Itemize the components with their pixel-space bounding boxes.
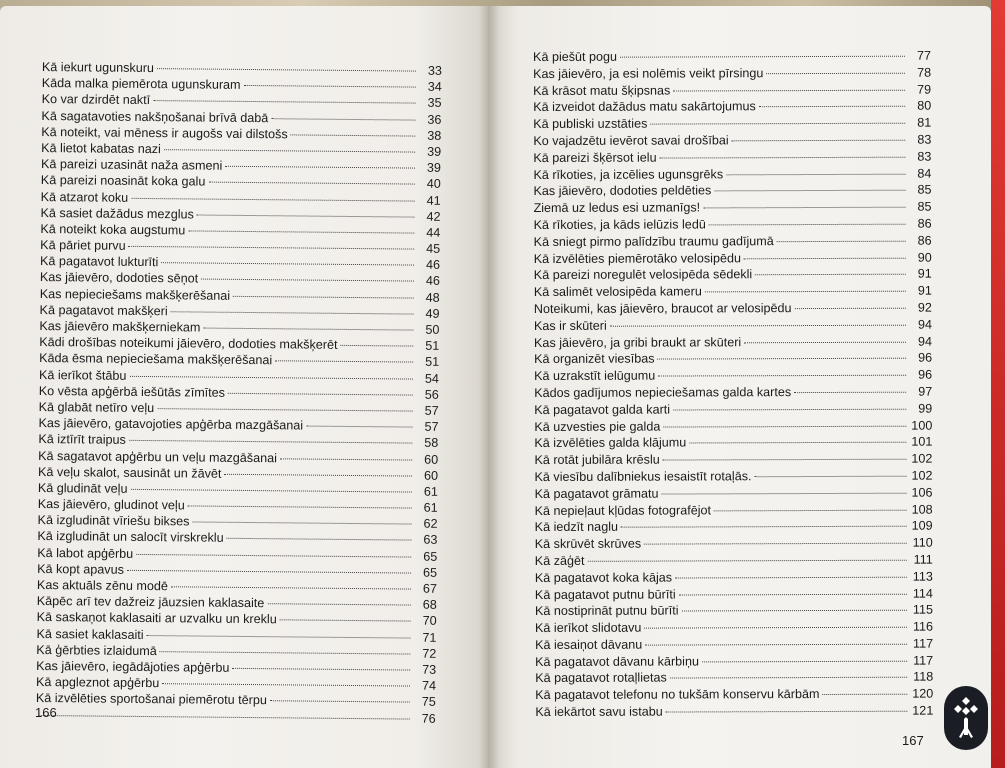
dot-leader bbox=[644, 543, 907, 545]
dot-leader bbox=[663, 459, 907, 461]
toc-entry-title: Ziemā uz ledus esi uzmanīgs! bbox=[533, 200, 701, 216]
toc-entry-page-number: 109 bbox=[911, 518, 933, 533]
toc-entry-page-number: 50 bbox=[425, 322, 440, 337]
dot-leader bbox=[157, 408, 412, 411]
dot-leader bbox=[197, 214, 415, 217]
toc-entry-page-number: 45 bbox=[426, 241, 441, 256]
toc-entry-page-number: 70 bbox=[422, 614, 437, 629]
toc-entry-page-number: 58 bbox=[424, 436, 439, 451]
toc-entry bbox=[535, 636, 933, 654]
toc-entry-title: Kā pagatavot galda karti bbox=[534, 402, 671, 417]
dot-leader bbox=[675, 576, 907, 578]
dot-leader bbox=[306, 426, 412, 428]
toc-entry-page-number: 38 bbox=[427, 128, 442, 143]
toc-entry-title: Noteikumi, kas jāievēro, braucot ar velosipēdu bbox=[533, 301, 792, 316]
dot-leader bbox=[267, 603, 410, 605]
toc-entry-page-number: 108 bbox=[911, 502, 933, 517]
toc-entry-title: Kā pagatavot telefonu no tukšām konservu kārbām bbox=[535, 687, 820, 703]
toc-entry-page-number: 57 bbox=[424, 419, 439, 434]
toc-entry-title: Kā pagatavot grāmatu bbox=[534, 486, 659, 501]
toc-entry-page-number: 65 bbox=[423, 549, 438, 564]
toc-entry-title: Kā ierīkot slidotavu bbox=[534, 620, 642, 636]
toc-entry-page-number: 118 bbox=[913, 670, 934, 685]
toc-entry-title: Kas jāievēro, gludinot veļu bbox=[37, 497, 185, 513]
toc-entry-page-number: 83 bbox=[917, 149, 932, 164]
toc-entry bbox=[535, 653, 933, 671]
toc-entry bbox=[534, 301, 932, 319]
toc-entry-page-number: 97 bbox=[918, 384, 933, 399]
toc-entry-page-number: 79 bbox=[917, 82, 932, 97]
toc-entry-title: Kas ir skūteri bbox=[533, 318, 607, 333]
dot-leader bbox=[794, 392, 906, 393]
toc-entry-page-number: 74 bbox=[421, 678, 437, 693]
toc-entry-title: Kā rīkoties, ja izcēlies ugunsgrēks bbox=[533, 166, 724, 182]
toc-entry-page-number: 110 bbox=[912, 535, 933, 550]
dot-leader bbox=[244, 85, 416, 88]
toc-entry bbox=[534, 452, 932, 470]
toc-entry bbox=[534, 233, 932, 251]
dot-leader bbox=[188, 230, 414, 233]
toc-entry-title: Kā izvēlēties sportošanai piemērotu tērpu bbox=[35, 691, 267, 708]
dot-leader bbox=[661, 492, 906, 494]
toc-entry-title: Kā gludināt veļu bbox=[37, 480, 128, 496]
toc-entry-title: Ko var dzirdēt naktī bbox=[41, 92, 151, 108]
toc-entry-page-number: 77 bbox=[916, 48, 932, 63]
book-gutter bbox=[478, 6, 500, 768]
toc-entry-page-number: 35 bbox=[427, 96, 442, 111]
dot-leader bbox=[588, 560, 907, 562]
toc-entry-page-number: 106 bbox=[911, 485, 933, 500]
dot-leader bbox=[233, 295, 414, 298]
toc-entry-title: Kā viesību dalībniekus iesaistīt rotaļās. bbox=[534, 469, 752, 484]
toc-entry bbox=[535, 620, 933, 638]
toc-entry-page-number: 49 bbox=[425, 306, 440, 321]
toc-entry-title: Kā noteikt, vai mēness ir augošs vai dilstošs bbox=[41, 124, 288, 142]
toc-entry bbox=[533, 65, 931, 83]
dot-leader bbox=[658, 358, 907, 360]
toc-entry-title: Kā pagatavot rotaļlietas bbox=[535, 671, 667, 686]
toc-entry-page-number: 120 bbox=[912, 686, 934, 701]
toc-entry-title: Kas jāievēro makšķerniekam bbox=[39, 318, 201, 335]
toc-entry-page-number: 40 bbox=[426, 177, 441, 192]
toc-entry bbox=[535, 687, 933, 705]
toc-entry-page-number: 115 bbox=[912, 602, 933, 617]
toc-entry-title: Kā nepieļaut kļūdas fotografējot bbox=[534, 502, 712, 518]
dot-leader bbox=[744, 257, 906, 259]
toc-entry-page-number: 102 bbox=[911, 451, 933, 466]
toc-entry-title: Kas jāievēro, gatavojoties apģērba mazgāšanai bbox=[38, 416, 304, 433]
toc-entry-page-number: 39 bbox=[427, 144, 442, 159]
dot-leader bbox=[129, 440, 412, 444]
right-page-number: 167 bbox=[902, 733, 924, 748]
toc-entry-title: Kādos gadījumos nepieciešamas galda kartes bbox=[534, 385, 792, 400]
toc-entry-page-number: 121 bbox=[912, 703, 934, 718]
toc-entry bbox=[534, 469, 932, 487]
dot-leader bbox=[645, 644, 907, 646]
dot-leader bbox=[275, 361, 413, 363]
toc-entry bbox=[533, 133, 931, 151]
dot-leader bbox=[744, 341, 906, 343]
toc-entry-page-number: 68 bbox=[422, 597, 437, 613]
dot-leader bbox=[658, 375, 906, 377]
dot-leader bbox=[227, 538, 412, 541]
toc-entry bbox=[534, 217, 932, 235]
toc-entry-page-number: 96 bbox=[918, 367, 933, 382]
toc-entry bbox=[534, 401, 932, 419]
toc-entry-title: Kā uzvesties pie galda bbox=[534, 419, 661, 434]
toc-entry-title: Kā pareizi uzasināt naža asmeni bbox=[40, 157, 223, 173]
toc-entry bbox=[533, 149, 931, 167]
toc-entry bbox=[535, 569, 933, 587]
toc-entry-page-number: 114 bbox=[912, 586, 933, 601]
toc-entry-title: Kā labot apģērbu bbox=[37, 545, 134, 561]
toc-entry-title: Kas jāievēro, ja esi nolēmis veikt pīrsingu bbox=[533, 65, 764, 81]
toc-entry-page-number: 51 bbox=[425, 355, 440, 370]
toc-entry-title: Kā sniegt pirmo palīdzību traumu gadījumā bbox=[533, 233, 774, 249]
toc-entry-title: Kā atzarot koku bbox=[40, 189, 129, 205]
toc-entry-page-number: 76 bbox=[421, 711, 436, 726]
toc-entry bbox=[534, 435, 932, 453]
dot-leader bbox=[673, 408, 906, 410]
dot-leader bbox=[280, 620, 411, 622]
toc-entry-page-number: 116 bbox=[912, 619, 934, 634]
toc-entry-page-number: 78 bbox=[917, 65, 932, 80]
toc-entry-page-number: 48 bbox=[425, 290, 440, 305]
toc-entry-title: Kā iedzīt naglu bbox=[534, 520, 619, 535]
dot-leader bbox=[732, 140, 906, 142]
toc-entry-page-number: 80 bbox=[917, 99, 932, 114]
dot-leader bbox=[171, 311, 414, 314]
toc-entry bbox=[533, 183, 931, 201]
toc-entry-page-number: 91 bbox=[917, 266, 932, 282]
toc-entry-page-number: 63 bbox=[423, 533, 438, 548]
toc-entry-page-number: 62 bbox=[423, 516, 438, 532]
toc-entry bbox=[534, 385, 932, 403]
dot-leader bbox=[129, 375, 412, 379]
toc-entry-title: Kāda ēsma nepieciešama makšķerēšanai bbox=[39, 351, 273, 368]
toc-entry-title: Kā pagatavot lukturīti bbox=[40, 254, 159, 270]
toc-entry-title: Kā sasiet dažādus mezglus bbox=[40, 205, 194, 222]
dot-leader bbox=[620, 56, 905, 58]
toc-entry-title: Kāpēc arī tev dažreiz jāuzsien kaklasaite bbox=[36, 594, 265, 611]
toc-entry bbox=[533, 82, 931, 100]
dot-leader bbox=[666, 711, 908, 713]
toc-entry-page-number: 90 bbox=[917, 250, 932, 265]
dot-leader bbox=[689, 442, 906, 444]
dot-leader bbox=[127, 570, 411, 574]
toc-entry bbox=[533, 166, 931, 184]
toc-entry-page-number: 94 bbox=[917, 334, 933, 349]
toc-entry bbox=[534, 368, 932, 386]
dot-leader bbox=[161, 262, 414, 265]
toc-entry-page-number: 46 bbox=[425, 274, 440, 289]
toc-entry-page-number: 85 bbox=[917, 199, 932, 214]
toc-entry-page-number: 102 bbox=[911, 468, 933, 483]
toc-entry bbox=[535, 485, 933, 503]
toc-entry bbox=[535, 603, 933, 621]
toc-entry-title: Kā sagatavot apģērbu un veļu mazgāšanai bbox=[38, 448, 278, 465]
toc-entry-page-number: 83 bbox=[917, 132, 932, 147]
dot-leader bbox=[755, 476, 907, 478]
toc-entry-title: Kādi drošības noteikumi jāievēro, dodoties makšķerēt bbox=[39, 335, 338, 353]
dot-leader bbox=[270, 701, 410, 703]
toc-entry bbox=[534, 334, 932, 352]
toc-entry-page-number: 36 bbox=[427, 112, 442, 127]
dot-leader bbox=[131, 197, 414, 201]
toc-entry-page-number: 111 bbox=[913, 552, 933, 567]
dot-leader bbox=[291, 134, 416, 136]
toc-entry-title: Kā lietot kabatas nazi bbox=[41, 140, 161, 157]
toc-entry bbox=[533, 49, 931, 67]
dot-leader bbox=[714, 509, 907, 511]
toc-entry-title: Kā pagatavot dāvanu kārbiņu bbox=[535, 654, 700, 669]
toc-entry-title: Kas jāievēro, iegādājoties apģērbu bbox=[36, 658, 230, 675]
toc-entry bbox=[535, 704, 933, 722]
toc-entry-page-number: 51 bbox=[425, 338, 440, 354]
dot-leader bbox=[663, 425, 906, 427]
toc-entry-title: Kā zāģēt bbox=[534, 553, 585, 568]
left-toc-list bbox=[36, 60, 442, 727]
dot-leader bbox=[795, 308, 906, 309]
toc-entry-page-number: 67 bbox=[422, 581, 438, 596]
toc-entry-page-number: 34 bbox=[427, 79, 442, 95]
dot-leader bbox=[131, 489, 412, 493]
toc-entry-title: Kā pāriet purvu bbox=[40, 238, 126, 253]
toc-entry-title: Kā rotāt jubilāra krēslu bbox=[534, 452, 660, 468]
toc-entry-page-number: 42 bbox=[426, 209, 441, 224]
toc-entry-title: Kā iekurt ugunskuru bbox=[41, 60, 155, 76]
dot-leader bbox=[681, 610, 906, 612]
toc-entry-title: Kas jāievēro, ja gribi braukt ar skūteri bbox=[533, 334, 742, 350]
toc-entry-page-number: 86 bbox=[917, 233, 932, 248]
dot-leader bbox=[224, 473, 412, 476]
toc-entry bbox=[534, 250, 932, 268]
toc-entry-title: Kā salimēt velosipēda kameru bbox=[533, 284, 702, 300]
left-page-number: 166 bbox=[35, 705, 57, 720]
toc-entry-page-number: 65 bbox=[423, 565, 438, 580]
toc-entry-title: Kā ierīkot štābu bbox=[38, 367, 127, 383]
toc-entry-page-number: 100 bbox=[911, 418, 933, 433]
toc-entry-title: Kā iesaiņot dāvanu bbox=[535, 637, 643, 652]
toc-entry-page-number: 101 bbox=[911, 434, 933, 450]
red-cover-edge bbox=[991, 0, 1005, 768]
toc-entry-title: Kā noteikt koka augstumu bbox=[40, 221, 186, 238]
dot-leader bbox=[755, 274, 906, 276]
toc-entry-title: Kā pareizi noregulēt velosipēda sēdekli bbox=[533, 267, 753, 283]
toc-entry-title: Kā saskaņot kaklasaiti ar uzvalku un kreklu bbox=[36, 610, 277, 627]
toc-entry-title: Kā apgleznot apģērbu bbox=[35, 675, 160, 691]
toc-entry-title: Kā izgludināt vīriešu bikses bbox=[37, 513, 190, 529]
toc-entry bbox=[534, 317, 932, 335]
toc-entry bbox=[534, 200, 932, 218]
toc-entry bbox=[533, 116, 931, 134]
toc-entry-title: Kā iekārtot savu istabu bbox=[535, 704, 663, 720]
watermark-logo bbox=[944, 686, 988, 750]
toc-entry-title: Kā sasiet kaklasaiti bbox=[36, 626, 144, 642]
dot-leader bbox=[228, 393, 413, 396]
toc-entry-page-number: 86 bbox=[917, 216, 932, 231]
toc-entry-title: Kas aktuāls zēnu modē bbox=[36, 577, 168, 594]
toc-entry bbox=[535, 586, 933, 604]
toc-entry-page-number: 61 bbox=[423, 484, 438, 499]
dot-leader bbox=[340, 345, 413, 347]
toc-entry bbox=[533, 99, 931, 117]
toc-entry-page-number: 60 bbox=[423, 468, 439, 483]
dot-leader bbox=[232, 668, 410, 671]
toc-entry-title: Kā organizēt viesības bbox=[534, 351, 655, 367]
dot-leader bbox=[188, 505, 412, 508]
toc-entry-title: Kā veļu skalot, sausināt un žāvēt bbox=[37, 464, 222, 481]
dot-leader bbox=[271, 118, 415, 120]
toc-entry bbox=[534, 267, 932, 285]
dot-leader bbox=[822, 694, 907, 695]
toc-entry-page-number: 73 bbox=[422, 662, 437, 677]
toc-entry-title: Kā uzrakstīt ielūgumu bbox=[534, 368, 656, 384]
toc-entry-title: Kā izvēlēties galda klājumu bbox=[534, 435, 687, 451]
toc-entry-page-number: 41 bbox=[426, 193, 441, 208]
dot-leader bbox=[610, 324, 906, 326]
toc-entry bbox=[535, 670, 933, 688]
toc-entry-page-number: 113 bbox=[912, 569, 933, 584]
toc-entry-title: Kā izgludināt un salocīt virskreklu bbox=[37, 529, 224, 546]
dot-leader bbox=[777, 240, 906, 241]
toc-entry-page-number: 57 bbox=[424, 403, 439, 418]
dot-leader bbox=[129, 246, 415, 250]
toc-entry-page-number: 96 bbox=[918, 350, 933, 366]
toc-entry bbox=[535, 502, 933, 520]
dot-leader bbox=[679, 593, 907, 595]
dot-leader bbox=[157, 68, 416, 71]
toc-entry-title: Ko vajadzētu ievērot savai drošībai bbox=[533, 133, 729, 148]
toc-entry-page-number: 60 bbox=[424, 452, 439, 467]
dot-leader bbox=[702, 660, 907, 662]
dot-leader bbox=[147, 635, 411, 639]
diamond-arrow-logo-icon bbox=[951, 695, 981, 741]
dot-leader bbox=[203, 328, 413, 331]
toc-entry-page-number: 61 bbox=[423, 500, 438, 515]
toc-entry-page-number: 39 bbox=[426, 160, 442, 175]
toc-entry-page-number: 117 bbox=[913, 653, 934, 668]
toc-entry bbox=[535, 519, 933, 537]
toc-entry-title: Kā rīkoties, ja kāds ielūzis ledū bbox=[533, 217, 706, 232]
dot-leader bbox=[673, 89, 905, 91]
toc-entry-title: Kā pagatavot putnu būrīti bbox=[534, 587, 676, 602]
dot-leader bbox=[136, 554, 411, 558]
dot-leader bbox=[164, 149, 415, 152]
toc-entry-title: Kā iztīrīt traipus bbox=[38, 432, 126, 448]
dot-leader bbox=[171, 586, 411, 589]
dot-leader bbox=[160, 651, 411, 654]
toc-entry-title: Kā skrūvēt skrūves bbox=[534, 536, 642, 552]
toc-entry-page-number: 71 bbox=[422, 630, 437, 645]
toc-entry-title: Kā publiski uzstāties bbox=[533, 116, 648, 132]
toc-entry-title: Kā glabāt netīro veļu bbox=[38, 399, 155, 416]
dot-leader bbox=[621, 526, 907, 528]
dot-leader bbox=[192, 522, 411, 525]
dot-leader bbox=[726, 173, 905, 175]
toc-entry-title: Kas jāievēro, dodoties sēņot bbox=[39, 270, 199, 286]
toc-entry-page-number: 33 bbox=[427, 63, 442, 78]
dot-leader bbox=[39, 714, 410, 719]
dot-leader bbox=[201, 279, 414, 282]
dot-leader bbox=[709, 224, 906, 226]
dot-leader bbox=[766, 72, 905, 73]
toc-entry-page-number: 91 bbox=[917, 283, 932, 298]
dot-leader bbox=[644, 627, 907, 629]
toc-entry-page-number: 56 bbox=[424, 387, 439, 402]
toc-entry-title: Kas jāievēro, dodoties peldēties bbox=[533, 183, 712, 199]
toc-entry-page-number: 85 bbox=[917, 182, 932, 198]
toc-entry-page-number: 72 bbox=[422, 646, 437, 661]
toc-entry-page-number: 92 bbox=[917, 300, 932, 315]
dot-leader bbox=[162, 683, 410, 686]
dot-leader bbox=[280, 458, 412, 460]
toc-entry-page-number: 99 bbox=[918, 401, 933, 416]
toc-entry-page-number: 46 bbox=[425, 257, 441, 273]
toc-entry-title: Kā nostiprināt putnu būrīti bbox=[534, 603, 679, 619]
dot-leader bbox=[670, 677, 907, 679]
dot-leader bbox=[650, 123, 905, 125]
dot-leader bbox=[153, 100, 415, 104]
toc-entry bbox=[534, 418, 932, 436]
toc-entry-page-number: 54 bbox=[424, 371, 440, 386]
toc-entry-title: Kā ģērbties izlaidumā bbox=[36, 642, 157, 658]
toc-entry-title: Kā kopt apavus bbox=[37, 561, 125, 577]
dot-leader bbox=[759, 106, 905, 108]
toc-entry-title: Kā krāsot matu šķipsnas bbox=[533, 83, 671, 98]
toc-entry-page-number: 75 bbox=[421, 694, 436, 710]
toc-entry-page-number: 84 bbox=[917, 166, 932, 181]
right-toc-list bbox=[533, 49, 933, 722]
toc-entry-page-number: 117 bbox=[912, 636, 934, 651]
dot-leader bbox=[225, 166, 415, 169]
dot-leader bbox=[660, 156, 906, 158]
toc-entry-title: Kā pareizi noasināt koka galu bbox=[40, 173, 206, 189]
toc-entry-title: Kā piešūt pogu bbox=[533, 49, 618, 64]
dot-leader bbox=[705, 291, 906, 293]
toc-entry-title: Kāda malka piemērota ugunskuram bbox=[41, 76, 241, 93]
toc-entry-title: Kā pagatavot makšķeri bbox=[39, 302, 168, 319]
toc-entry bbox=[535, 536, 933, 554]
dot-leader bbox=[714, 190, 905, 192]
toc-entry-title: Kā pareizi šķērsot ielu bbox=[533, 150, 657, 165]
toc-entry-title: Kā izveidot dažādus matu sakārtojumus bbox=[533, 99, 756, 115]
toc-entry-page-number: 81 bbox=[917, 115, 932, 130]
dot-leader bbox=[703, 207, 905, 209]
toc-entry bbox=[535, 553, 933, 571]
toc-entry-title: Kā sagatavoties nakšņošanai brīvā dabā bbox=[41, 108, 269, 125]
toc-entry-page-number: 94 bbox=[917, 317, 932, 332]
dot-leader bbox=[208, 182, 414, 185]
toc-entry-title: Kas nepieciešams makšķerēšanai bbox=[39, 286, 231, 303]
toc-entry bbox=[534, 351, 932, 369]
toc-entry-title: Kā pagatavot koka kājas bbox=[534, 570, 673, 585]
toc-entry-page-number: 44 bbox=[426, 225, 441, 240]
toc-entry bbox=[534, 284, 932, 302]
toc-entry-title: Ko vēsta apģērbā iešūtās zīmītes bbox=[38, 383, 226, 400]
toc-entry-title: Kā izvēlēties piemērotāko velosipēdu bbox=[533, 250, 741, 266]
